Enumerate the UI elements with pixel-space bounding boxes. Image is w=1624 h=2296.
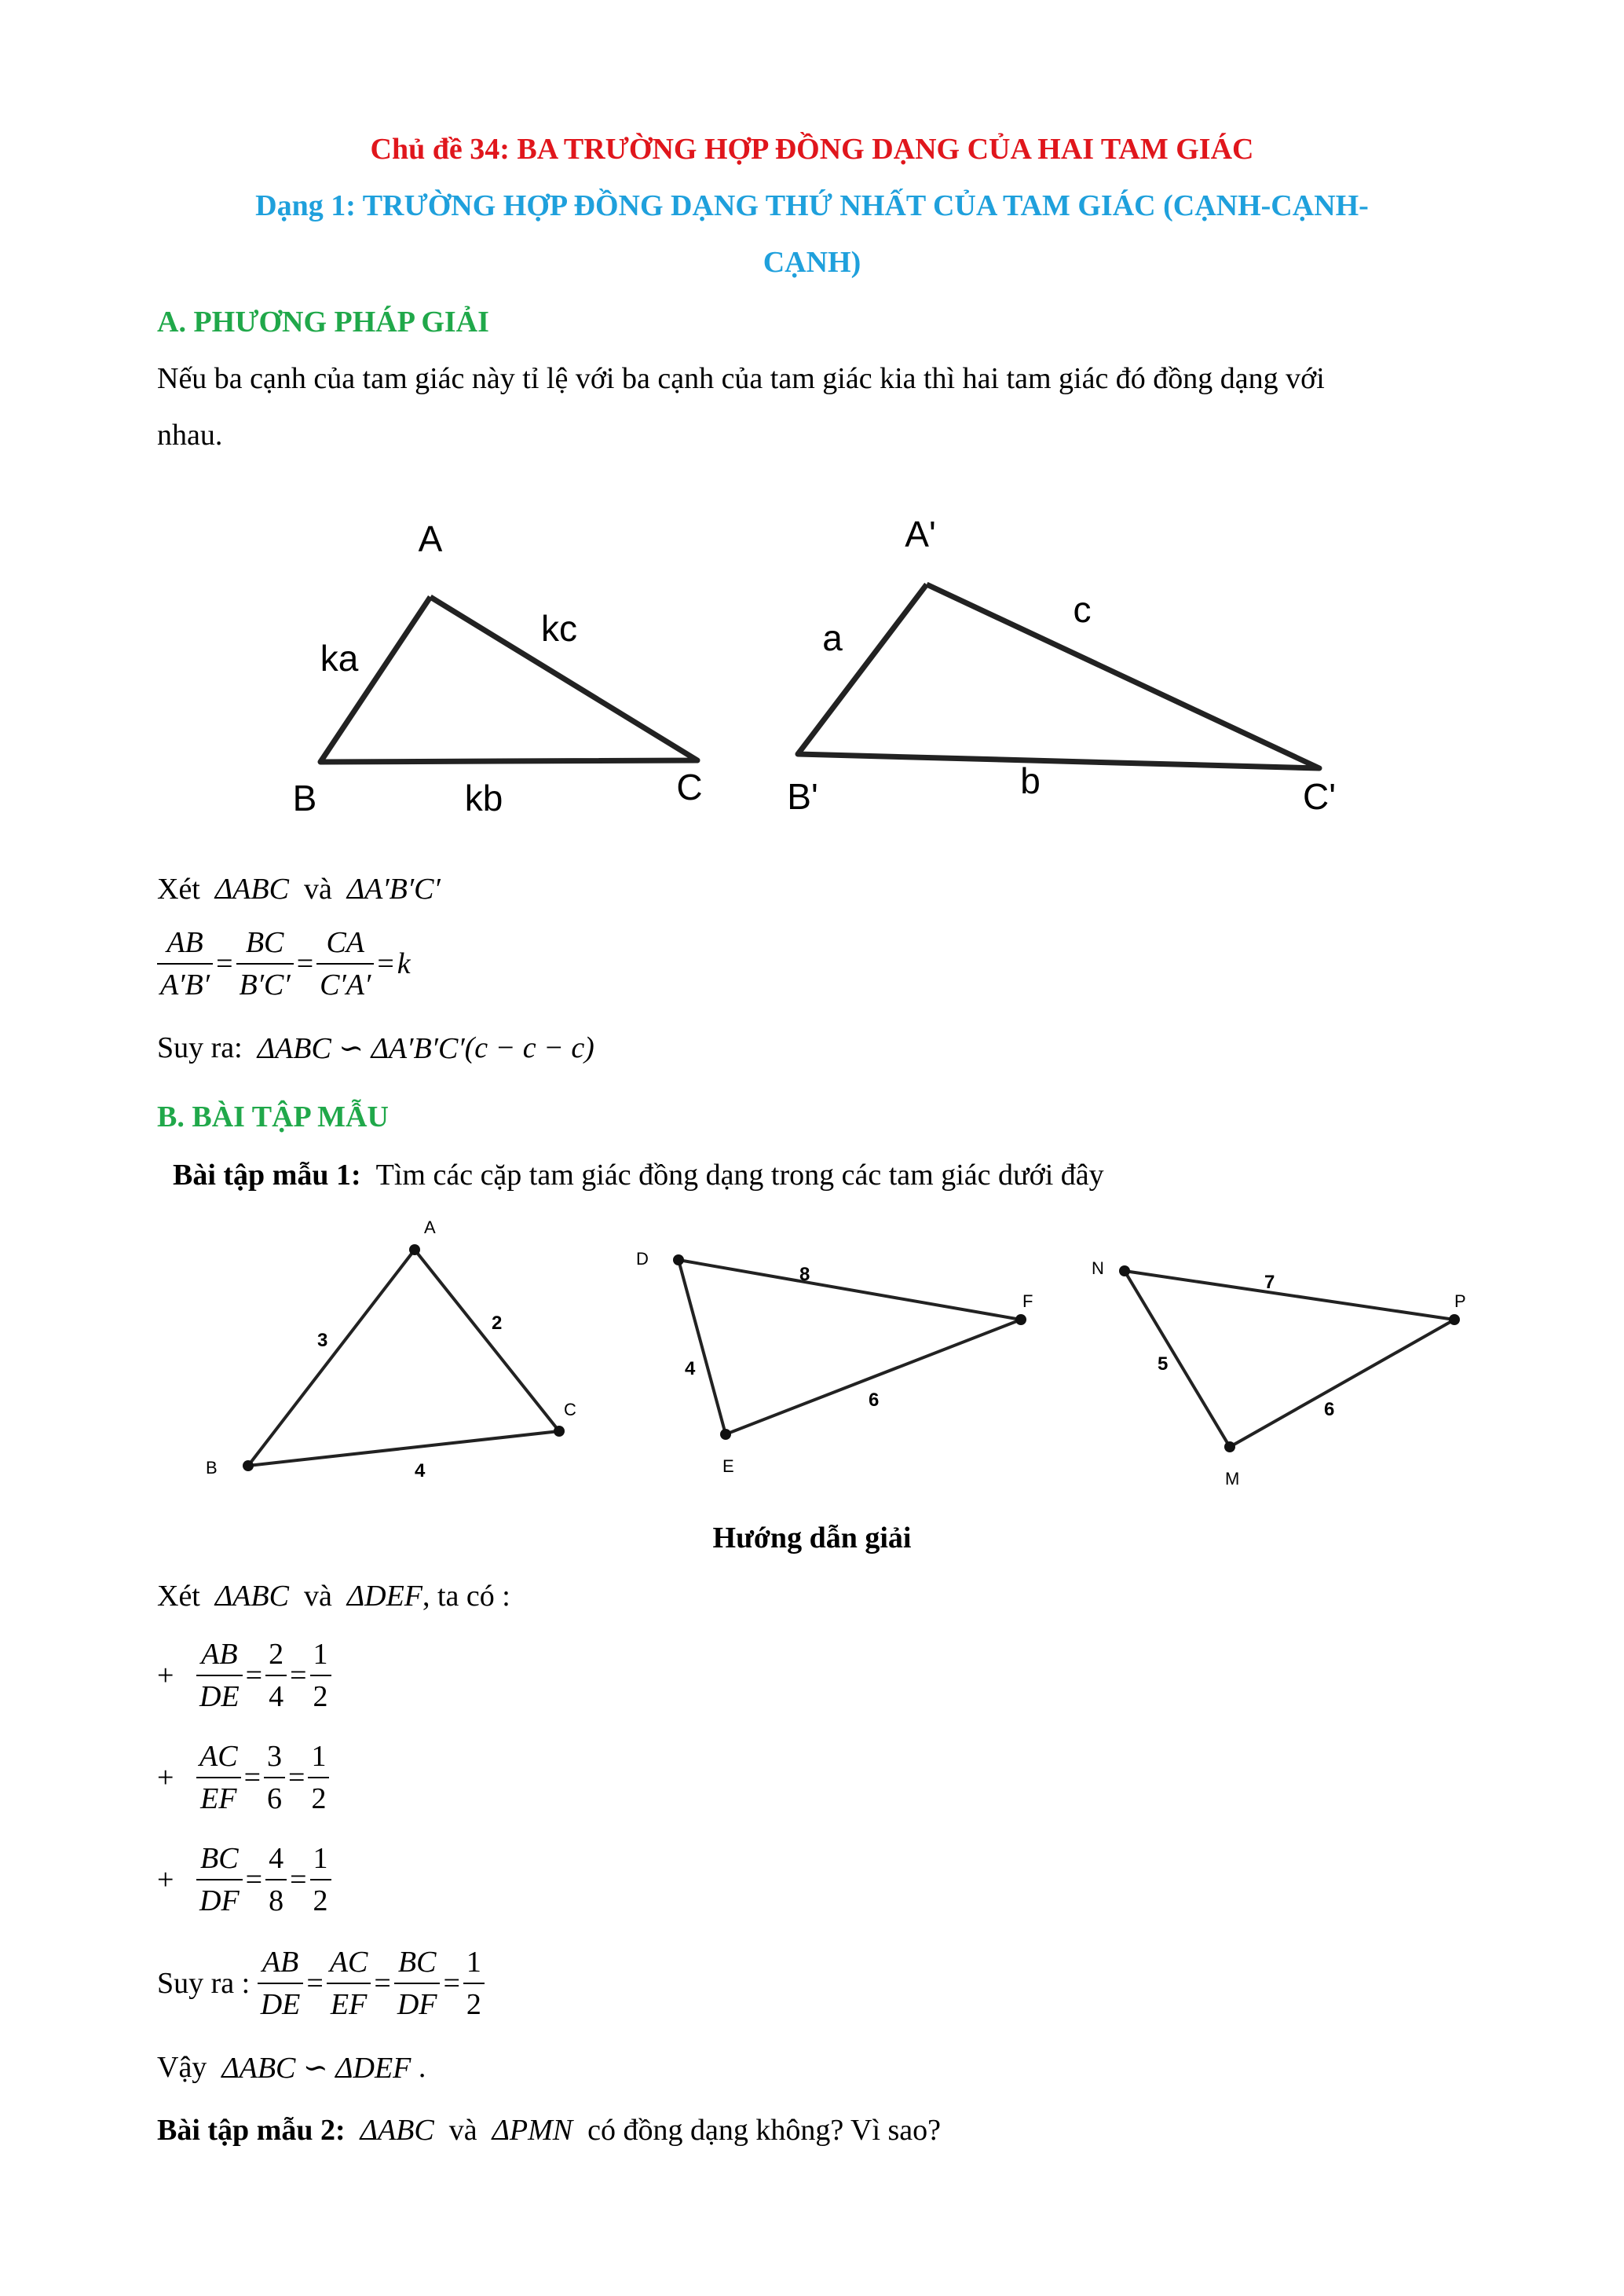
- similarity-case: (c − c − c): [464, 1031, 594, 1064]
- svg-text:F: F: [1022, 1291, 1033, 1311]
- theory-ratio-equation: $\frac{AB}{A'B'}$ = $\frac{BC}{B'C'}$ = $\frac{CA}{C'A'}$ = k: [157, 921, 411, 1007]
- triangle-abc: [293, 518, 703, 818]
- side-c-label: c: [1073, 589, 1092, 630]
- svg-text:4: 4: [685, 1358, 696, 1379]
- method-paragraph-line2: nhau.: [157, 419, 223, 452]
- exercise-1-label: Bài tập mẫu 1:: [173, 1159, 361, 1192]
- ratio-ab: $\frac{AB}{A'B'}$: [157, 922, 213, 1005]
- svg-text:C: C: [564, 1400, 576, 1419]
- svg-text:2: 2: [492, 1313, 503, 1334]
- svg-text:4: 4: [415, 1460, 426, 1481]
- exercise-2-question: có đồng dạng không? Vì sao?: [587, 2114, 942, 2147]
- triangle-abc-symbol: ΔABC: [360, 2114, 434, 2147]
- vertex-a-prime-label: A': [905, 514, 936, 555]
- vertex-c-prime-label: C': [1302, 776, 1337, 817]
- exercise-1-text: Tìm các cặp tam giác đồng dạng trong các tam giác dưới đây: [375, 1159, 1104, 1192]
- similarity-result: ΔABC ∽ ΔDEF: [221, 2051, 411, 2085]
- triangle-def-symbol: ΔDEF: [346, 1580, 422, 1613]
- form-title-line2: CẠNH): [763, 246, 861, 279]
- therefore-word: Suy ra :: [157, 1967, 251, 2000]
- ratio-bc: $\frac{BC}{B'C'}$: [236, 922, 294, 1005]
- section-b-heading: B. BÀI TẬP MẪU: [157, 1100, 389, 1133]
- svg-text:M: M: [1225, 1469, 1240, 1489]
- method-paragraph-line1: Nếu ba cạnh của tam giác này tỉ lệ với ba cạnh của tam giác kia thì hai tam giác đó đồng dạng với: [157, 362, 1325, 395]
- similar-triangles-figure: [0, 503, 1624, 848]
- solution-consider-line: [157, 1574, 510, 1618]
- side-bc-label: kb: [464, 778, 503, 818]
- and-word: và: [303, 873, 332, 906]
- ratio-ca: $\frac{CA}{C'A'}$: [316, 922, 374, 1005]
- theory-consider-line: [157, 867, 441, 911]
- ratio-line-ab-de: + $\frac{AB}{DE}$ = $\frac{2}{4}$ = $\frac{1}{2}$: [157, 1632, 331, 1719]
- triangle-a-prime-b-prime-c-prime: [787, 514, 1336, 817]
- svg-text:3: 3: [317, 1330, 328, 1351]
- vertex-b-label: B: [292, 778, 317, 818]
- consider-word: Xét: [157, 1580, 200, 1613]
- svg-text:P: P: [1454, 1291, 1466, 1311]
- svg-text:B: B: [206, 1458, 218, 1478]
- ratio-line-bc-df: + $\frac{BC}{DF}$ = $\frac{4}{8}$ = $\frac{1}{2}$: [157, 1836, 331, 1923]
- triangle-pmn-symbol: ΔPMN: [492, 2114, 573, 2147]
- svg-text:7: 7: [1264, 1272, 1275, 1293]
- svg-text:E: E: [722, 1456, 734, 1476]
- side-ab-label: ka: [320, 638, 359, 679]
- triangle-a-prime-symbol: ΔA′B′C′: [346, 873, 441, 906]
- solution-heading: Hướng dẫn giải: [712, 1522, 912, 1554]
- exercise-1-line: [173, 1153, 1104, 1197]
- topic-title: Chủ đề 34: BA TRƯỜNG HỢP ĐỒNG DẠNG CỦA HAI TAM GIÁC: [370, 133, 1254, 166]
- triangle-abc-symbol: ΔABC: [214, 1580, 289, 1613]
- svg-text:6: 6: [869, 1390, 880, 1411]
- theory-conclusion-line: [157, 1026, 594, 1070]
- exercise-2-line: [157, 2108, 941, 2152]
- triangle-abc-exercise: [206, 1218, 576, 1481]
- therefore-word: Suy ra:: [157, 1031, 243, 1064]
- thus-word: Vậy: [157, 2051, 207, 2084]
- exercise-2-label: Bài tập mẫu 2:: [157, 2114, 346, 2147]
- side-a-label: a: [822, 617, 843, 658]
- svg-text:5: 5: [1158, 1353, 1169, 1375]
- svg-text:D: D: [636, 1249, 649, 1269]
- combined-ratio-line: Suy ra : $\frac{AB}{DE}$ = $\frac{AC}{EF}$ = $\frac{BC}{DF}$ = $\frac{1}{2}$: [157, 1940, 485, 2027]
- solution-conclusion-line: Vậy ΔABC ∽ ΔDEF .: [157, 2051, 426, 2085]
- vertex-a-label: A: [418, 518, 443, 559]
- vertex-c-label: C: [676, 767, 703, 807]
- we-have-text: , ta có :: [422, 1580, 510, 1613]
- svg-text:6: 6: [1324, 1399, 1335, 1420]
- svg-text:N: N: [1092, 1258, 1104, 1278]
- form-title-line1: Dạng 1: TRƯỜNG HỢP ĐỒNG DẠNG THỨ NHẤT CỦA TAM GIÁC (CẠNH-CẠNH-: [255, 189, 1369, 222]
- side-ac-label: kc: [541, 608, 577, 649]
- similarity-statement: ΔABC ∽ ΔA′B′C′: [257, 1031, 465, 1065]
- svg-text:8: 8: [799, 1264, 810, 1285]
- ratio-line-ac-ef: + $\frac{AC}{EF}$ = $\frac{3}{6}$ = $\frac{1}{2}$: [157, 1734, 329, 1821]
- triangle-nmp-exercise: [1092, 1258, 1466, 1489]
- ratio-k: k: [397, 947, 411, 980]
- side-b-label: b: [1020, 760, 1041, 801]
- vertex-b-prime-label: B': [787, 776, 818, 817]
- triangle-abc-symbol: ΔABC: [214, 873, 289, 906]
- triangle-def-exercise: [636, 1249, 1033, 1476]
- svg-text:A: A: [424, 1218, 436, 1237]
- section-a-heading: A. PHƯƠNG PHÁP GIẢI: [157, 306, 489, 339]
- and-word: và: [303, 1580, 332, 1613]
- consider-word: Xét: [157, 873, 200, 906]
- exercise-triangles-figure: [0, 1210, 1624, 1508]
- and-word: và: [448, 2114, 477, 2147]
